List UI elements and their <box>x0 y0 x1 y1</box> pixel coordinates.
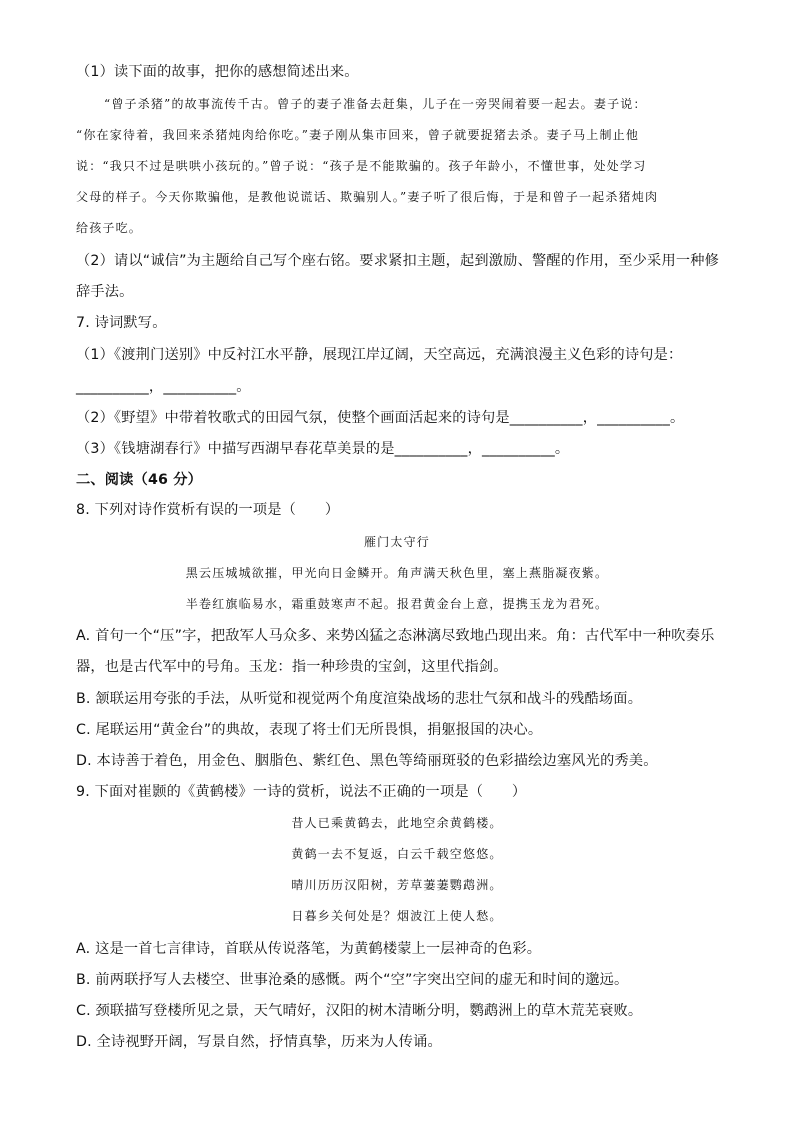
q7-s2: （2）《野望》中带着牧歌式的田园气氛，使整个画面活起来的诗句是__________，__________。 <box>76 410 685 426</box>
story-line-3: 说：“我只不过是哄哄小孩玩的。”曾子说：“孩子是不能欺骗的。孩子年龄小，不懂世事，处处学习 <box>76 159 647 173</box>
q8-stem: 8. 下列对诗作赏析有误的一项是（ ） <box>76 502 340 518</box>
q8-poem-title: 雁门太守行 <box>363 535 430 549</box>
story-line-2: “你在家待着，我回来杀猪炖肉给你吃。”妻子刚从集市回来，曾子就要捉猪去杀。妻子马上制止他 <box>76 128 640 142</box>
q6-sub1: （1）读下面的故事，把你的感想简述出来。 <box>76 64 359 80</box>
q7-s1-line1: （1）《渡荆门送别》中反衬江水平静，展现江岸辽阔，天空高远，充满浪漫主义色彩的诗句是： <box>76 347 683 363</box>
q9-stem: 9. 下面对崔颢的《黄鹤楼》一诗的赏析，说法不正确的一项是（ ） <box>76 784 527 800</box>
q9-poem-line-3: 晴川历历汉阳树，芳草萋萋鹦鹉洲。 <box>291 878 503 892</box>
q9-poem-line-4: 日暮乡关何处是？烟波江上使人愁。 <box>291 909 503 923</box>
q9-option-d: D. 全诗视野开阔，写景自然，抒情真挚，历来为人传诵。 <box>76 1034 442 1050</box>
q8-option-d: D. 本诗善于着色，用金色、胭脂色、紫红色、黑色等绮丽斑驳的色彩描绘边塞风光的秀美。 <box>76 753 658 769</box>
q6-sub2-line2: 辞手法。 <box>76 284 134 300</box>
q9-option-b: B. 前两联抒写人去楼空、世事沧桑的感慨。两个“空”字突出空间的虚无和时间的邈远。 <box>76 972 629 988</box>
q8-poem-line-2: 半卷红旗临易水，霜重鼓寒声不起。报君黄金台上意，提携玉龙为君死。 <box>185 597 609 611</box>
q9-poem-line-1: 昔人已乘黄鹤去，此地空余黄鹤楼。 <box>291 816 503 830</box>
q7-title: 7. 诗词默写。 <box>76 315 167 331</box>
q9-option-c: C. 颈联描写登楼所见之景，天气晴好，汉阳的树木清晰分明，鹦鹉洲上的草木荒芜衰败。 <box>76 1003 643 1019</box>
q8-option-b: B. 颔联运用夸张的手法，从听觉和视觉两个角度渲染战场的悲壮气氛和战斗的残酷场面。 <box>76 691 643 707</box>
q9-option-a: A. 这是一首七言律诗，首联从传说落笔，为黄鹤楼蒙上一层神奇的色彩。 <box>76 941 542 957</box>
q6-sub2-line1: （2）请以“诚信”为主题给自己写个座右铭。要求紧扣主题，起到激励、警醒的作用，至少采用一种修 <box>76 253 719 269</box>
section-heading-reading: 二、阅读（46 分） <box>76 472 202 488</box>
story-line-5: 给孩子吃。 <box>76 221 143 235</box>
q9-poem-line-2: 黄鹤一去不复返，白云千载空悠悠。 <box>291 847 503 861</box>
q7-s3: （3）《钱塘湖春行》中描写西湖早春花草美景的是__________，__________。 <box>76 441 570 457</box>
q8-option-a-line1: A. 首句一个“压”字，把敌军人马众多、来势凶猛之态淋漓尽致地凸现出来。角：古代军中一种吹奏乐 <box>76 628 715 644</box>
story-line-1: “曾子杀猪”的故事流传千古。曾子的妻子准备去赶集，儿子在一旁哭闹着要一起去。妻子说： <box>104 97 647 111</box>
q8-option-c: C. 尾联运用“黄金台”的典故，表现了将士们无所畏惧，捐躯报国的决心。 <box>76 722 543 738</box>
q8-poem-line-1: 黑云压城城欲摧，甲光向日金鳞开。角声满天秋色里，塞上燕脂凝夜紫。 <box>185 566 609 580</box>
q7-s1-blanks: __________，__________。 <box>76 379 251 395</box>
q8-option-a-line2: 器，也是古代军中的号角。玉龙：指一种珍贵的宝剑，这里代指剑。 <box>76 659 508 675</box>
story-line-4: 父母的样子。今天你欺骗他，是教他说谎话、欺骗别人。”妻子听了很后悔，于是和曾子一起杀猪炖肉 <box>76 190 659 204</box>
